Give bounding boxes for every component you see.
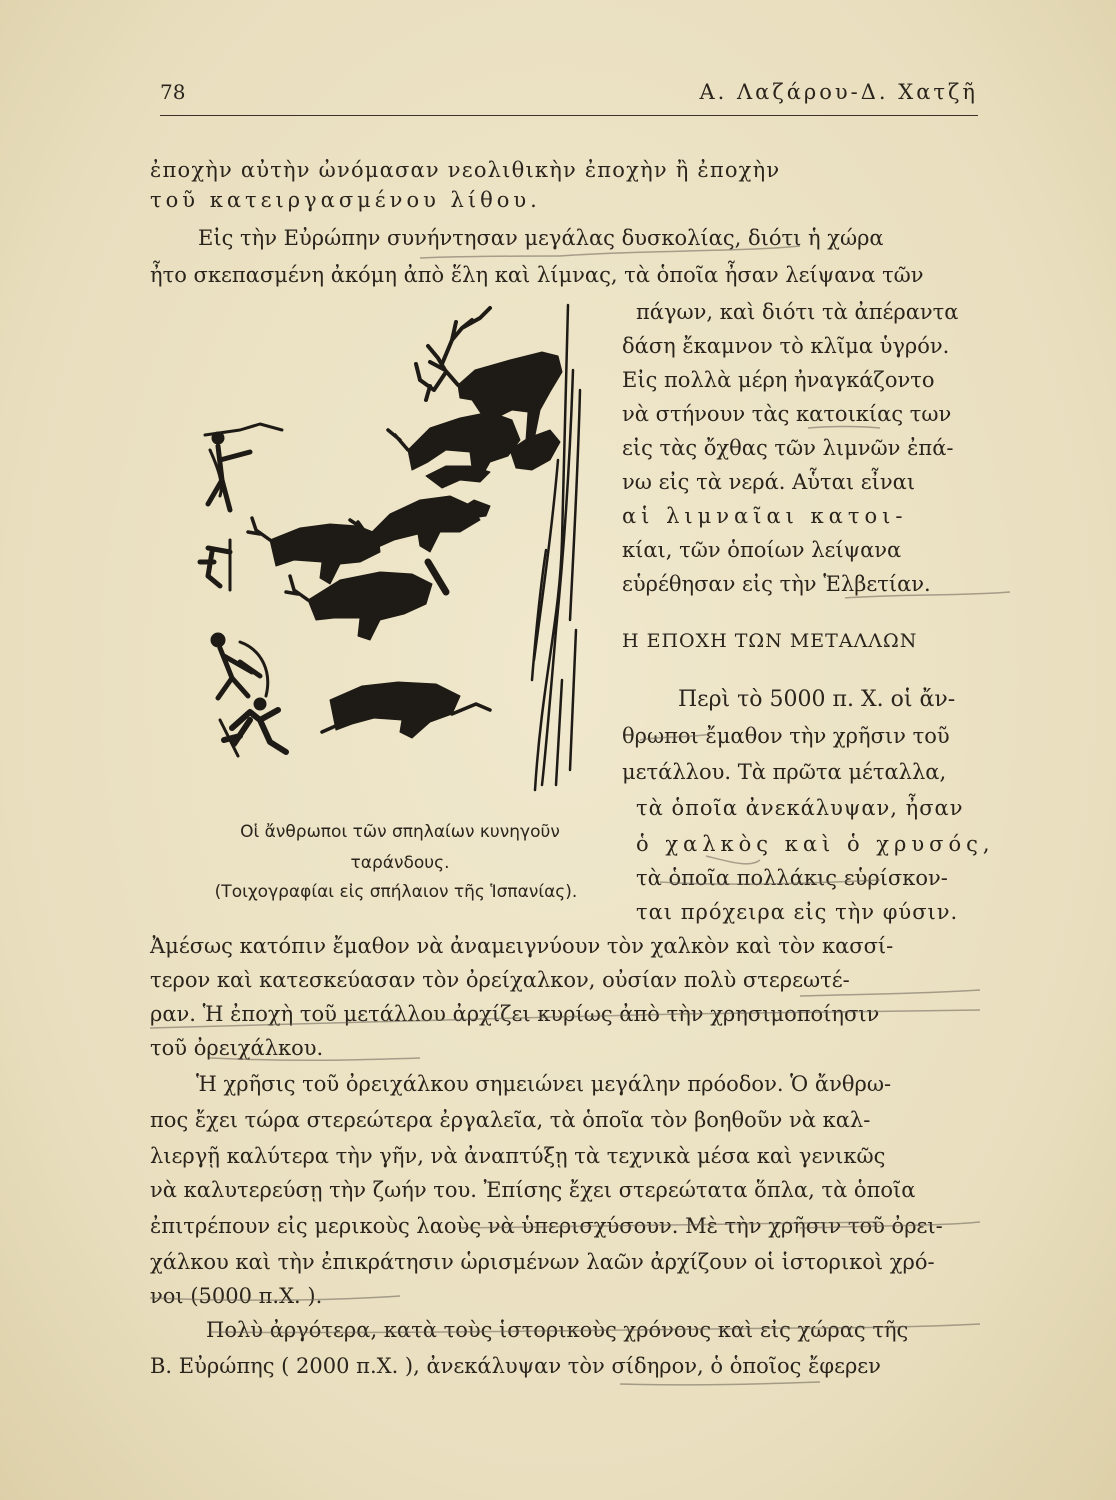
text-line: ται πρόχειρα εἰς τὴν φύσιν. [636,900,959,924]
text-line: τὰ ὁποῖα πολλάκις εὑρίσκον- [636,866,948,890]
figure-caption: (Τοιχογραφίαι εἰς σπήλαιον τῆς Ἱσπανίας). [214,882,578,902]
text-line: πάγων, καὶ διότι τὰ ἀπέραντα [636,300,959,324]
text-line: τὰ ὁποῖα ἀνεκάλυψαν, ἦσαν [636,796,964,820]
text-line: λιεργῇ καλύτερα τὴν γῆν, νὰ ἀναπτύξῃ τὰ τεχνικὰ μέσα καὶ γενικῶς [150,1144,886,1168]
running-head: Α. Λαζάρου-Δ. Χατζῆ [699,80,978,104]
text-line: τοῦ ὀρειχάλκου. [150,1036,324,1060]
text-line: τοῦ κατειργασμένου λίθου. [150,188,541,212]
text-line: εἰς τὰς ὄχθας τῶν λιμνῶν ἐπά- [622,436,954,460]
section-heading: Η ΕΠΟΧΗ ΤΩΝ ΜΕΤΑΛΛΩΝ [622,630,918,652]
text-line: ἦτο σκεπασμένη ἀκόμη ἀπὸ ἕλη καὶ λίμνας, τὰ ὁποῖα ἦσαν λείψανα τῶν [150,263,924,287]
text-line: χάλκου καὶ τὴν ἐπικράτησιν ὡρισμένων λαῶν ἀρχίζουν οἱ ἱστορικοὶ χρό- [150,1250,935,1274]
figure-caption: ταράνδους. [350,853,450,873]
text-line: Εἰς τὴν Εὐρώπην συνήντησαν μεγάλας δυσκολίας, διότι ἡ χώρα [198,226,884,250]
figure-caption: Οἱ ἄνθρωποι τῶν σπηλαίων κυνηγοῦν [240,822,560,842]
text-line: κίαι, τῶν ὁποίων λείψανα [622,538,902,562]
text-line: τερον καὶ κατεσκεύασαν τὸν ὀρείχαλκον, οὐσίαν πολὺ στερεωτέ- [150,968,850,992]
text-line: Πολὺ ἀργότερα, κατὰ τοὺς ἱστορικοὺς χρόνους καὶ εἰς χώρας τῆς [206,1318,909,1342]
page-header [160,80,978,110]
text-line: εὑρέθησαν εἰς τὴν Ἑλβετίαν. [622,572,931,596]
text-line: αἱ λιμναῖαι κατοι- [622,504,908,528]
text-line: Ἡ χρῆσις τοῦ ὀρειχάλκου σημειώνει μεγάλην πρόοδον. Ὁ ἄνθρω- [196,1072,892,1096]
text-line: νὰ καλυτερεύσῃ τὴν ζωήν του. Ἐπίσης ἔχει στερεώτατα ὅπλα, τὰ ὁποῖα [150,1178,916,1202]
header-rule [160,115,978,116]
text-line: Ἀμέσως κατόπιν ἔμαθον νὰ ἀναμειγνύουν τὸν χαλκὸν καὶ τὸν κασσί- [150,934,894,958]
text-line: θρωποι ἔμαθον τὴν χρῆσιν τοῦ [622,724,950,748]
text-line: ραν. Ἡ ἐποχὴ τοῦ μετάλλου ἀρχίζει κυρίως ἀπὸ τὴν χρησιμοποίησιν [150,1002,880,1026]
cave-painting-illustration [190,300,615,820]
text-line: Β. Εὐρώπης ( 2000 π.Χ. ), ἀνεκάλυψαν τὸν σίδηρον, ὁ ὁποῖος ἔφερεν [150,1354,881,1378]
text-line: ὁ χαλκὸς καὶ ὁ χρυσός, [636,832,995,856]
text-line: ἐποχὴν αὐτὴν ὠνόμασαν νεολιθικὴν ἐποχὴν ἢ ἐποχὴν [150,158,781,182]
text-line: νὰ στήνουν τὰς κατοικίας των [622,402,952,426]
text-line: Εἰς πολλὰ μέρη ἠναγκάζοντο [622,368,935,392]
page-number: 78 [160,80,186,104]
text-line: πος ἔχει τώρα στερεώτερα ἐργαλεῖα, τὰ ὁποῖα τὸν βοηθοῦν νὰ καλ- [150,1108,871,1132]
text-line: Περὶ τὸ 5000 π. Χ. οἱ ἄν- [678,687,956,712]
text-line: μετάλλου. Τὰ πρῶτα μέταλλα, [622,760,947,784]
text-line: νω εἰς τὰ νερά. Αὗται εἶναι [622,470,916,494]
text-line: νοι (5000 π.Χ. ). [150,1284,323,1308]
text-line: δάση ἔκαμνον τὸ κλῖμα ὑγρόν. [622,334,950,358]
text-line: ἐπιτρέπουν εἰς μερικοὺς λαοὺς νὰ ὑπερισχύσουν. Μὲ τὴν χρῆσιν τοῦ ὀρει- [150,1214,943,1238]
